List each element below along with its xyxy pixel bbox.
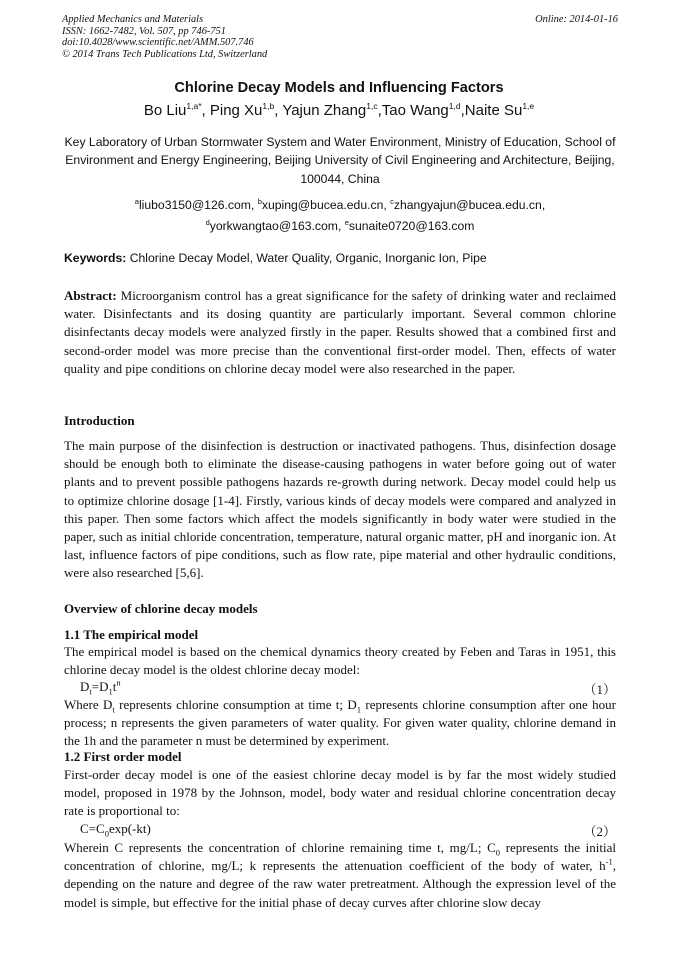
where-text: represents the initial concentration of chlorine, mg/L; k represents the attenuation coefficient of the body of water, h bbox=[64, 840, 616, 874]
where-text: Where D bbox=[64, 697, 113, 712]
equation-2-number: （2） bbox=[583, 824, 616, 839]
copyright-line: © 2014 Trans Tech Publications Ltd, Switzerland bbox=[62, 48, 268, 60]
equation-1-number: （1） bbox=[583, 682, 616, 697]
section-1-2-where: Wherein C represents the concentration of chlorine remaining time t, mg/L; $C_0$ represents the initial concentration of chlorine, mg/L; k represents the attenuation coefficient of the body of water, $h^{-1}$, depending on the nature and degree of the raw water pretreatment. Although the expression level of the model is simple, but effective for the initial phase of decay curves after chlorine slow decay bbox=[64, 840, 616, 910]
where-text: , depending on the nature and degree of the raw water pretreatment. Although the expression level of the model is simple, but effective for the initial phase of decay curves after chlorine slow decay bbox=[64, 858, 616, 910]
email-a: liubo3150@126.com bbox=[138, 198, 251, 213]
where-text: represents chlorine consumption at time t; D bbox=[114, 697, 357, 712]
author-affil-mark: 1,e bbox=[522, 101, 535, 111]
email-e: sunaite0720@163.com bbox=[348, 219, 475, 234]
author-separator: , bbox=[201, 102, 210, 119]
author-emails: $^a$liubo3150@126.com, $^b$xuping@bucea.edu.cn, $^c$zhangyajun@bucea.edu.cn, $^d$yorkwangtao@163.com, $^e$sunaite0720@163.com bbox=[134, 197, 546, 234]
equation-1-formula: $D_t=D_1t^n$ bbox=[80, 677, 121, 697]
author-separator: , bbox=[460, 102, 465, 119]
section-1-1-where: Where $D_t$ represents chlorine consumption at time t; $D_1$ represents chlorine consumption after one hour process; n represents the given parameters of water quality. For given water quality, chlorine demand in the 1h and the parameter n must be determined by experiment. bbox=[64, 697, 616, 749]
author-list bbox=[0, 101, 678, 119]
author-name: Naite Su bbox=[464, 102, 523, 119]
author-affil-mark: 1,c bbox=[366, 101, 378, 111]
paper-title: Chlorine Decay Models and Influencing Factors bbox=[174, 80, 504, 96]
abstract bbox=[64, 287, 616, 378]
author-affil-mark: 1,a* bbox=[186, 101, 202, 111]
where-text: represents chlorine consumption after one hour process; n represents the given parameters of water quality. For given water quality, chlorine demand in the 1h and the parameter n must be determined by experiment. bbox=[64, 697, 616, 749]
section-1-1-text: The empirical model is based on the chemical dynamics theory created by Feben and Taras in 1951, this chlorine decay model is the oldest chlorine decay model: bbox=[64, 644, 616, 678]
introduction-heading: Introduction bbox=[64, 413, 135, 428]
affiliation: Key Laboratory of Urban Stormwater System and Water Environment, Ministry of Education, School of Environment and Energy Engineering, Beijing University of Civil Engineering and Architecture, Beijing, 100044, China bbox=[64, 135, 616, 186]
keywords-label: Keywords: bbox=[64, 251, 127, 265]
equation-1 bbox=[80, 679, 616, 695]
keywords bbox=[64, 251, 616, 265]
journal-header bbox=[62, 14, 618, 60]
keywords-text: Chlorine Decay Model, Water Quality, Organic, Inorganic Ion, Pipe bbox=[129, 251, 487, 265]
author-name: Yajun Zhang bbox=[282, 102, 367, 119]
email-c: zhangyajun@bucea.edu.cn bbox=[393, 198, 542, 213]
journal-name: Applied Mechanics and Materials bbox=[62, 14, 204, 25]
online-date: Online: 2014-01-16 bbox=[535, 14, 618, 25]
abstract-label: Abstract: bbox=[64, 288, 117, 303]
equation-2-formula: $C=C_0\exp(-kt)$ bbox=[80, 821, 151, 839]
section-1-2-heading: 1.2 First order model bbox=[64, 749, 182, 764]
author-separator: , bbox=[274, 102, 283, 119]
where-text: Wherein C represents the concentration of chlorine remaining time t, mg/L; C bbox=[64, 840, 496, 855]
abstract-text: Microorganism control has a great significance for the safety of drinking water and reclaimed water. Disinfectants and its dosing quantity are particularly important. Several common chlorine disinfectants decay models were analyzed firstly in the paper. Results showed that a combined first and second-order model was more precise than the conventional first-order model. Then, effects of water quality and pipe conditions on chlorine decay model were also researched in the paper. bbox=[64, 288, 616, 376]
author-name: Bo Liu bbox=[143, 102, 187, 119]
author-affil-mark: 1,d bbox=[448, 101, 461, 111]
overview-heading: Overview of chlorine decay models bbox=[64, 601, 258, 616]
author-affil-mark: 1,b bbox=[262, 101, 275, 111]
issn-line: ISSN: 1662-7482, Vol. 507, pp 746-751 bbox=[62, 25, 226, 37]
equation-2 bbox=[80, 821, 616, 837]
author-name: Ping Xu bbox=[209, 102, 263, 119]
doi-line: doi:10.4028/www.scientific.net/AMM.507.746 bbox=[62, 37, 254, 49]
author-name: Tao Wang bbox=[381, 102, 449, 119]
email-b: xuping@bucea.edu.cn bbox=[261, 198, 384, 213]
author-separator: , bbox=[377, 102, 382, 119]
section-1-2-text: First-order decay model is one of the easiest chlorine decay model is by far the most widely studied model, proposed in 1978 by the Johnson, model, body water and residual chlorine concentration decay rate is proportional to: bbox=[64, 767, 616, 819]
email-d: yorkwangtao@163.com bbox=[209, 219, 338, 234]
introduction-text: The main purpose of the disinfection is destruction or inactivated pathogens. Thus, disinfection dosage should be enough both to eliminate the disease-causing pathogens in water before going out of water plants and to prevent possible pathogens hazards re-growth during network. Decay model could help us to optimize chlorine dosage [1-4]. Firstly, various kinds of decay models were compared and analyzed in this paper. Then some factors which affect the models significantly in body water were studied in the paper, such as initial chloride concentration, temperature, natural organic matter, pH and inorganic ion. At last, influence factors of pipe conditions, such as flow rate, pipe material and other hydraulic conditions, were also researched [5,6]. bbox=[64, 438, 616, 581]
section-1-1-heading: 1.1 The empirical model bbox=[64, 627, 199, 642]
